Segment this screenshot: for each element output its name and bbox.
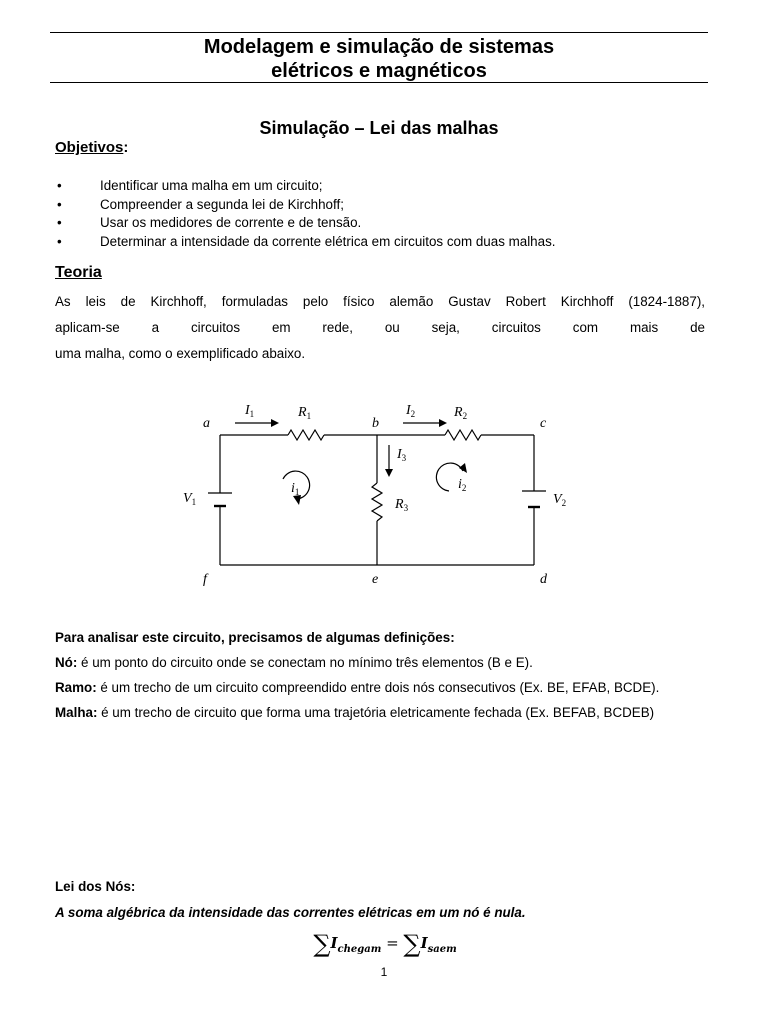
list-item: • Identificar uma malha em um circuito; [55,177,556,196]
node-c-label: c [540,416,547,431]
node-f-label: f [203,572,207,587]
svg-text:V1 [183,491,196,507]
bullet-icon: • [57,196,62,212]
svg-text:V2 [553,492,566,508]
list-item: • Determinar a intensidade da corrente elétrica em circuitos com duas malhas. [55,233,556,252]
svg-text:I2 [405,403,415,419]
current-i2-label: I [406,403,411,418]
lei-dos-nos-statement: A soma algébrica da intensidade das correntes elétricas em um nó é nula. [55,905,526,920]
current-i3-label: I [397,447,402,462]
mesh-i2-sub: 2 [461,483,467,493]
top-rule [50,32,708,33]
mesh-i1-label: i [291,481,295,496]
svg-text:i2 [458,477,466,493]
svg-text:R2 [453,405,467,421]
definition-ramo: Ramo: é um trecho de um circuito compreendido entre dois nós consecutivos (Ex. BE, EFAB, BCDE). [55,680,660,695]
current-i2-sub: 2 [410,409,416,419]
document-title: Modelagem e simulação de sistemas elétricos e magnéticos [203,36,555,82]
source-v2-sub: 2 [561,498,567,508]
resistor-r2-label: R [454,405,463,420]
bullet-icon: • [57,178,62,193]
objectives-list [55,177,556,251]
bullet-icon: • [57,215,62,230]
svg-text:i1 [291,481,299,497]
resistor-r1-label: R [298,405,307,420]
objectives-heading: Objetivos: [55,139,129,156]
current-i3-sub: 3 [401,453,407,463]
current-i1-sub: 1 [249,409,255,419]
sum-icon: ∑ [313,930,331,958]
page-number: 1 [380,965,388,979]
resistor-r2-sub: 2 [462,411,468,421]
svg-text:R1 [297,405,311,421]
kirchhoff-current-formula: $\sum I_{chegam} = \sum I_{saem}$ [313,930,457,958]
node-a-label: a [203,416,210,431]
page-subtitle: Simulação – Lei das malhas [259,118,499,138]
mesh-i2-label: i [458,477,462,492]
resistor-r3-label: R [395,497,404,512]
definition-no: Nó: é um ponto do circuito onde se conectam no mínimo três elementos (B e E). [55,655,533,670]
definitions-block [55,625,705,725]
sum-icon: ∑ [403,930,421,958]
resistor-r1-sub: 1 [306,411,312,421]
bullet-icon: • [57,233,62,249]
list-item: • Usar os medidores de corrente e de tensão. [55,214,556,233]
bottom-rule [50,82,708,83]
resistor-r3-sub: 3 [403,503,409,513]
node-e-label: e [372,572,379,587]
theory-heading: Teoria [55,264,102,281]
circuit-diagram [175,395,585,590]
svg-text:I1 [244,403,254,419]
source-v2-label: V [553,492,562,507]
svg-text:R3 [394,497,409,513]
definition-malha: Malha: é um trecho de circuito que forma uma trajetória eletricamente fechada (Ex. BEFAB, BCDEB) [55,705,655,720]
lei-dos-nos-title: Lei dos Nós: [55,879,136,894]
source-v1-sub: 1 [191,497,197,507]
definitions-intro: Para analisar este circuito, precisamos de algumas definições: [55,630,455,645]
node-b-label: b [372,416,379,431]
list-item: • Compreender a segunda lei de Kirchhoff; [55,196,556,215]
mesh-i1-sub: 1 [294,487,300,497]
current-i1-label: I [245,403,250,418]
node-d-label: d [540,572,547,587]
source-v1-label: V [183,491,192,506]
svg-text:I3 [396,447,407,463]
theory-paragraph: As leis de Kirchhoff, formuladas pelo físico alemão Gustav Robert Kirchhoff (1824-1887), aplicam-se a circuitos em rede, ou seja, circuitos com mais de uma malha, como o exemplificado abaixo. [55,294,705,361]
